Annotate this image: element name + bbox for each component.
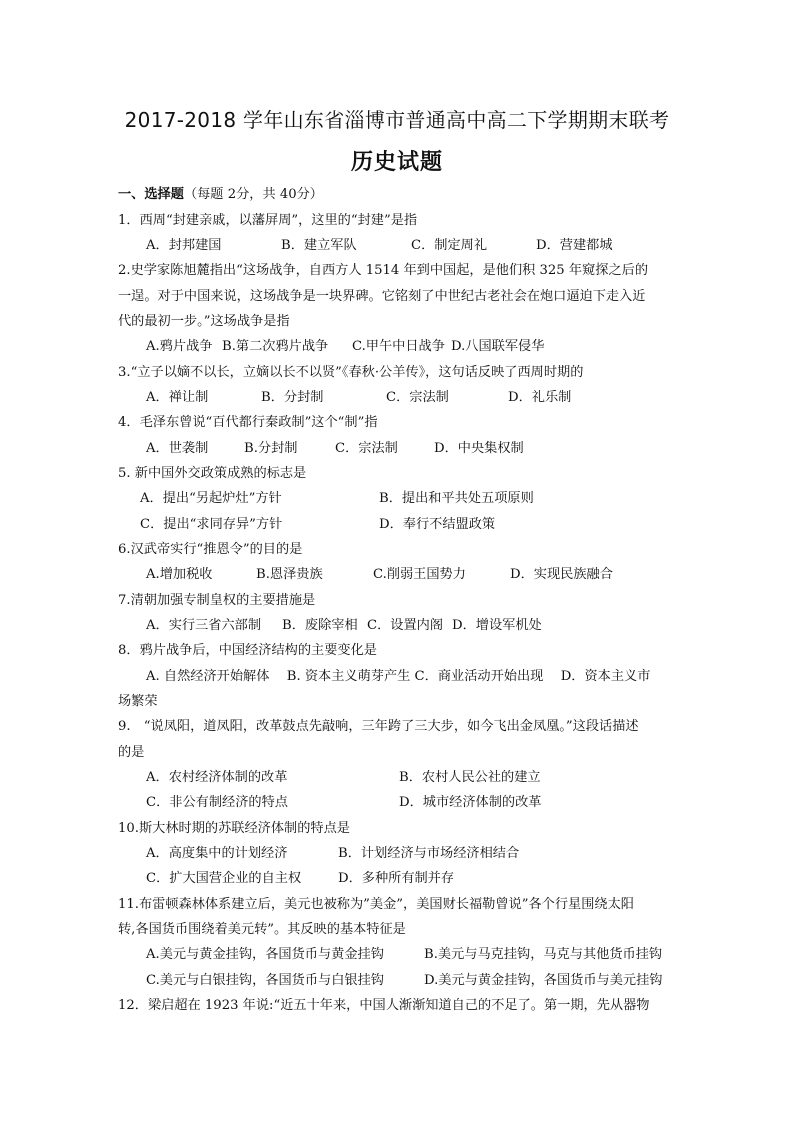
subject-title: 历史试题: [350, 150, 443, 175]
question-1-stem: 1．西周“封建亲戚，以藩屏周”，这里的“封建”是指: [118, 213, 418, 228]
question-7-option-c[interactable]: C．设置内阁: [367, 618, 444, 633]
question-9-option-c[interactable]: C．非公有制经济的特点: [146, 795, 288, 810]
question-2-option-d[interactable]: D.八国联军侵华: [451, 339, 545, 354]
question-1-option-a[interactable]: A．封邦建国: [146, 238, 222, 253]
question-5-stem: 5. 新中国外交政策成熟的标志是: [118, 466, 307, 481]
question-3-option-a[interactable]: A．禅让制: [146, 390, 209, 405]
question-10-option-a[interactable]: A．高度集中的计划经济: [146, 846, 288, 861]
question-4-option-b[interactable]: B.分封制: [244, 441, 298, 456]
question-9-option-a[interactable]: A．农村经济体制的改革: [146, 770, 288, 785]
question-5-option-a[interactable]: A．提出“另起炉灶”方针: [140, 491, 282, 506]
question-9-stem-line-1: 9. “说凤阳，道凤阳，改革鼓点先敲响，三年跨了三大步，如今飞出金凤凰。”这段话描述: [118, 719, 639, 734]
question-2-stem-line-2: 一逞。对于中国来说，这场战争是一块界碑。它铭刻了中世纪古老社会在炮口逼迫下走入近: [118, 289, 646, 304]
question-4-option-d[interactable]: D．中央集权制: [434, 441, 524, 456]
question-10-option-d[interactable]: D．多种所有制并存: [338, 871, 455, 886]
question-11-stem-line-1: 11.布雷顿森林体系建立后，美元也被称为”美金”，美国财长福勒曾说”各个行星围绕太阳: [118, 897, 634, 912]
question-2-stem-line-3: 代的最初一步。”这场战争是指: [118, 314, 290, 329]
question-11-option-d[interactable]: D.美元与黄金挂钩，各国货币与美元挂钩: [424, 973, 663, 988]
question-9-option-d[interactable]: D．城市经济体制的改革: [399, 795, 542, 810]
question-1-option-b[interactable]: B．建立军队: [281, 238, 357, 253]
question-7-option-d[interactable]: D．增设军机处: [452, 618, 542, 633]
question-10-option-c[interactable]: C．扩大国营企业的自主权: [146, 871, 302, 886]
question-5-option-d[interactable]: D．奉行不结盟政策: [379, 517, 496, 532]
question-2-option-c[interactable]: C.甲午中日战争: [352, 339, 445, 354]
question-11-option-a[interactable]: A.美元与黄金挂钩，各国货币与黄金挂钩: [146, 947, 384, 962]
section-heading: [118, 186, 323, 204]
question-12-stem: 12．梁启超在 1923 年说:“近五十年来，中国人渐渐知道自己的不足了。第一期，先从器物: [118, 998, 650, 1013]
question-3-option-b[interactable]: B．分封制: [261, 390, 324, 405]
question-8-options-line[interactable]: A. 自然经济开始解体 B. 资本主义萌芽产生 C．商业活动开始出现 D．资本主义市: [146, 669, 651, 684]
question-6-option-c[interactable]: C.削弱王国势力: [373, 567, 466, 582]
question-5-option-b[interactable]: B．提出和平共处五项原则: [379, 491, 534, 506]
exam-title: 2017-2018 学年山东省淄博市普通高中高二下学期期末联考: [124, 108, 670, 132]
question-11-stem-line-2: 转,各国货币围绕着美元转”。其反映的基本特征是: [118, 922, 406, 937]
question-1-option-c[interactable]: C．制定周礼: [411, 238, 488, 253]
section-note: （每题 2分，共 40分）: [183, 187, 323, 202]
question-7-stem: 7.清朝加强专制皇权的主要措施是: [118, 593, 316, 608]
question-9-stem-line-2: 的是: [118, 745, 145, 760]
question-6-option-b[interactable]: B.恩泽贵族: [256, 567, 323, 582]
question-4-option-c[interactable]: C．宗法制: [335, 441, 398, 456]
question-10-stem: 10.斯大林时期的苏联经济体制的特点是: [118, 821, 350, 836]
question-4-option-a[interactable]: A．世袭制: [146, 441, 209, 456]
question-5-option-c[interactable]: C．提出“求同存异”方针: [140, 517, 283, 532]
question-3-stem: 3.“立子以嫡不以长，立嫡以长不以贤”《春秋·公羊传》，这句话反映了西周时期的: [118, 365, 584, 380]
question-10-option-b[interactable]: B．计划经济与市场经济相结合: [338, 846, 520, 861]
question-9-option-b[interactable]: B．农村人民公社的建立: [399, 770, 541, 785]
question-6-option-a[interactable]: A.增加税收: [146, 567, 213, 582]
question-6-stem: 6.汉武帝实行“推恩令”的目的是: [118, 542, 303, 557]
question-7-option-a[interactable]: A．实行三省六部制: [146, 618, 262, 633]
question-11-option-b[interactable]: B.美元与马克挂钩，马克与其他货币挂钩: [424, 947, 663, 962]
question-7-option-b[interactable]: B．废除宰相: [282, 618, 358, 633]
question-3-option-c[interactable]: C．宗法制: [386, 390, 449, 405]
question-1-option-d[interactable]: D．营建都城: [536, 238, 613, 253]
question-4-stem: 4．毛泽东曾说“百代都行秦政制”这个“制”指: [118, 415, 378, 430]
question-2-option-b[interactable]: B.第二次鸦片战争: [222, 339, 329, 354]
question-3-option-d[interactable]: D．礼乐制: [508, 390, 572, 405]
question-8-stem: 8．鸦片战争后，中国经济结构的主要变化是: [118, 643, 377, 658]
section-name: 一、选择题: [118, 187, 184, 202]
question-2-option-a[interactable]: A.鸦片战争: [146, 339, 213, 354]
question-6-option-d[interactable]: D．实现民族融合: [510, 567, 613, 582]
question-8-options-wrap: 场繁荣: [118, 694, 158, 709]
question-11-option-c[interactable]: C.美元与白银挂钩，各国货币与白银挂钩: [146, 973, 384, 988]
question-2-stem-line-1: 2.史学家陈旭麓指出“这场战争，自西方人 1514 年到中国起，是他们积 325 年窥探之后的: [118, 263, 649, 278]
